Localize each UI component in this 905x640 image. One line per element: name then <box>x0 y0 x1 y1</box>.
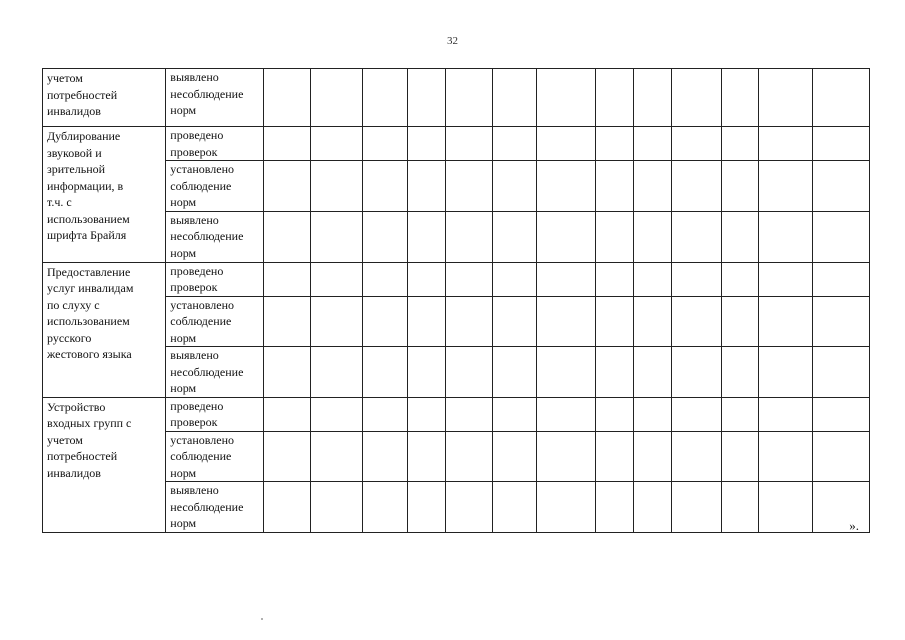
empty-cell <box>445 347 492 398</box>
empty-cell <box>758 347 812 398</box>
empty-cell <box>721 296 758 347</box>
empty-cell <box>672 482 721 533</box>
empty-cell <box>362 69 407 127</box>
empty-cell <box>812 127 869 161</box>
inspection-table <box>42 68 870 533</box>
empty-cell <box>537 69 596 127</box>
empty-cell <box>758 262 812 296</box>
empty-cell <box>596 431 634 482</box>
closing-quote: ». <box>849 518 859 533</box>
empty-cell <box>596 69 634 127</box>
empty-cell <box>263 397 310 431</box>
empty-cell <box>445 431 492 482</box>
empty-cell <box>596 127 634 161</box>
empty-cell <box>407 482 445 533</box>
empty-cell <box>758 161 812 212</box>
empty-cell <box>445 69 492 127</box>
empty-cell <box>596 482 634 533</box>
table-row <box>43 296 870 347</box>
empty-cell <box>310 296 362 347</box>
empty-cell <box>596 262 634 296</box>
empty-cell <box>634 211 672 262</box>
empty-cell <box>537 127 596 161</box>
metric-label: проведено проверок <box>166 127 263 161</box>
empty-cell <box>362 296 407 347</box>
empty-cell <box>407 161 445 212</box>
empty-cell <box>812 161 869 212</box>
empty-cell <box>634 296 672 347</box>
empty-cell <box>445 397 492 431</box>
table-row <box>43 347 870 398</box>
empty-cell <box>362 347 407 398</box>
empty-cell <box>634 127 672 161</box>
empty-cell <box>672 262 721 296</box>
table-row <box>43 69 870 127</box>
metric-label: установлено соблюдение норм <box>166 296 263 347</box>
scan-speck <box>261 618 263 620</box>
empty-cell <box>445 296 492 347</box>
empty-cell <box>634 431 672 482</box>
table-row <box>43 262 870 296</box>
empty-cell <box>445 482 492 533</box>
empty-cell <box>407 347 445 398</box>
empty-cell <box>758 431 812 482</box>
empty-cell <box>263 211 310 262</box>
empty-cell <box>263 431 310 482</box>
empty-cell <box>721 161 758 212</box>
empty-cell <box>537 397 596 431</box>
empty-cell <box>596 161 634 212</box>
empty-cell <box>721 397 758 431</box>
empty-cell <box>537 211 596 262</box>
empty-cell <box>672 161 721 212</box>
empty-cell <box>812 397 869 431</box>
empty-cell <box>634 161 672 212</box>
empty-cell <box>407 296 445 347</box>
empty-cell <box>634 262 672 296</box>
table-row <box>43 482 870 533</box>
empty-cell <box>758 211 812 262</box>
empty-cell <box>721 431 758 482</box>
empty-cell <box>537 262 596 296</box>
empty-cell <box>310 397 362 431</box>
empty-cell <box>596 397 634 431</box>
empty-cell <box>407 211 445 262</box>
empty-cell <box>634 482 672 533</box>
empty-cell <box>721 211 758 262</box>
empty-cell <box>758 397 812 431</box>
empty-cell <box>310 262 362 296</box>
empty-cell <box>493 262 537 296</box>
metric-label: выявлено несоблюдение норм <box>166 482 263 533</box>
empty-cell <box>758 69 812 127</box>
page-number: 32 <box>447 35 458 47</box>
empty-cell <box>537 482 596 533</box>
empty-cell <box>537 347 596 398</box>
empty-cell <box>493 69 537 127</box>
empty-cell <box>310 347 362 398</box>
empty-cell <box>362 482 407 533</box>
empty-cell <box>537 431 596 482</box>
empty-cell <box>721 69 758 127</box>
empty-cell <box>812 431 869 482</box>
metric-label: установлено соблюдение норм <box>166 161 263 212</box>
empty-cell <box>721 127 758 161</box>
empty-cell <box>407 431 445 482</box>
metric-label: проведено проверок <box>166 262 263 296</box>
empty-cell <box>812 482 869 533</box>
empty-cell <box>493 347 537 398</box>
empty-cell <box>596 211 634 262</box>
empty-cell <box>445 262 492 296</box>
empty-cell <box>407 127 445 161</box>
empty-cell <box>634 397 672 431</box>
metric-label: выявлено несоблюдение норм <box>166 211 263 262</box>
empty-cell <box>407 262 445 296</box>
empty-cell <box>812 262 869 296</box>
empty-cell <box>672 211 721 262</box>
empty-cell <box>263 69 310 127</box>
empty-cell <box>263 296 310 347</box>
empty-cell <box>596 296 634 347</box>
empty-cell <box>758 127 812 161</box>
empty-cell <box>596 347 634 398</box>
empty-cell <box>493 296 537 347</box>
empty-cell <box>310 482 362 533</box>
empty-cell <box>672 347 721 398</box>
empty-cell <box>493 211 537 262</box>
empty-cell <box>812 347 869 398</box>
empty-cell <box>812 296 869 347</box>
empty-cell <box>310 69 362 127</box>
empty-cell <box>310 431 362 482</box>
section-label: учетом потребностей инвалидов <box>43 69 166 127</box>
empty-cell <box>362 262 407 296</box>
empty-cell <box>445 161 492 212</box>
empty-cell <box>493 431 537 482</box>
empty-cell <box>721 262 758 296</box>
empty-cell <box>672 431 721 482</box>
empty-cell <box>407 397 445 431</box>
empty-cell <box>263 127 310 161</box>
empty-cell <box>263 262 310 296</box>
empty-cell <box>493 161 537 212</box>
empty-cell <box>672 127 721 161</box>
empty-cell <box>310 127 362 161</box>
empty-cell <box>445 127 492 161</box>
empty-cell <box>263 347 310 398</box>
table-row <box>43 161 870 212</box>
empty-cell <box>362 431 407 482</box>
section-label: Устройство входных групп с учетом потребностей инвалидов <box>43 397 166 532</box>
empty-cell <box>310 211 362 262</box>
empty-cell <box>812 211 869 262</box>
empty-cell <box>362 127 407 161</box>
empty-cell <box>537 161 596 212</box>
section-label: Предоставление услуг инвалидам по слуху с использованием русского жестового языка <box>43 262 166 397</box>
table-row <box>43 127 870 161</box>
empty-cell <box>634 347 672 398</box>
empty-cell <box>362 211 407 262</box>
empty-cell <box>493 127 537 161</box>
empty-cell <box>758 296 812 347</box>
empty-cell <box>407 69 445 127</box>
table-row <box>43 211 870 262</box>
empty-cell <box>362 397 407 431</box>
metric-label: установлено соблюдение норм <box>166 431 263 482</box>
section-label: Дублирование звуковой и зрительной информации, в т.ч. с использованием шрифта Брайля <box>43 127 166 263</box>
empty-cell <box>634 69 672 127</box>
empty-cell <box>493 397 537 431</box>
metric-label: выявлено несоблюдение норм <box>166 347 263 398</box>
empty-cell <box>493 482 537 533</box>
metric-label: проведено проверок <box>166 397 263 431</box>
empty-cell <box>758 482 812 533</box>
empty-cell <box>537 296 596 347</box>
empty-cell <box>812 69 869 127</box>
empty-cell <box>672 69 721 127</box>
empty-cell <box>721 482 758 533</box>
empty-cell <box>445 211 492 262</box>
empty-cell <box>672 296 721 347</box>
empty-cell <box>263 161 310 212</box>
empty-cell <box>310 161 362 212</box>
empty-cell <box>672 397 721 431</box>
table-row <box>43 431 870 482</box>
empty-cell <box>362 161 407 212</box>
empty-cell <box>263 482 310 533</box>
table-row <box>43 397 870 431</box>
empty-cell <box>721 347 758 398</box>
metric-label: выявлено несоблюдение норм <box>166 69 263 127</box>
